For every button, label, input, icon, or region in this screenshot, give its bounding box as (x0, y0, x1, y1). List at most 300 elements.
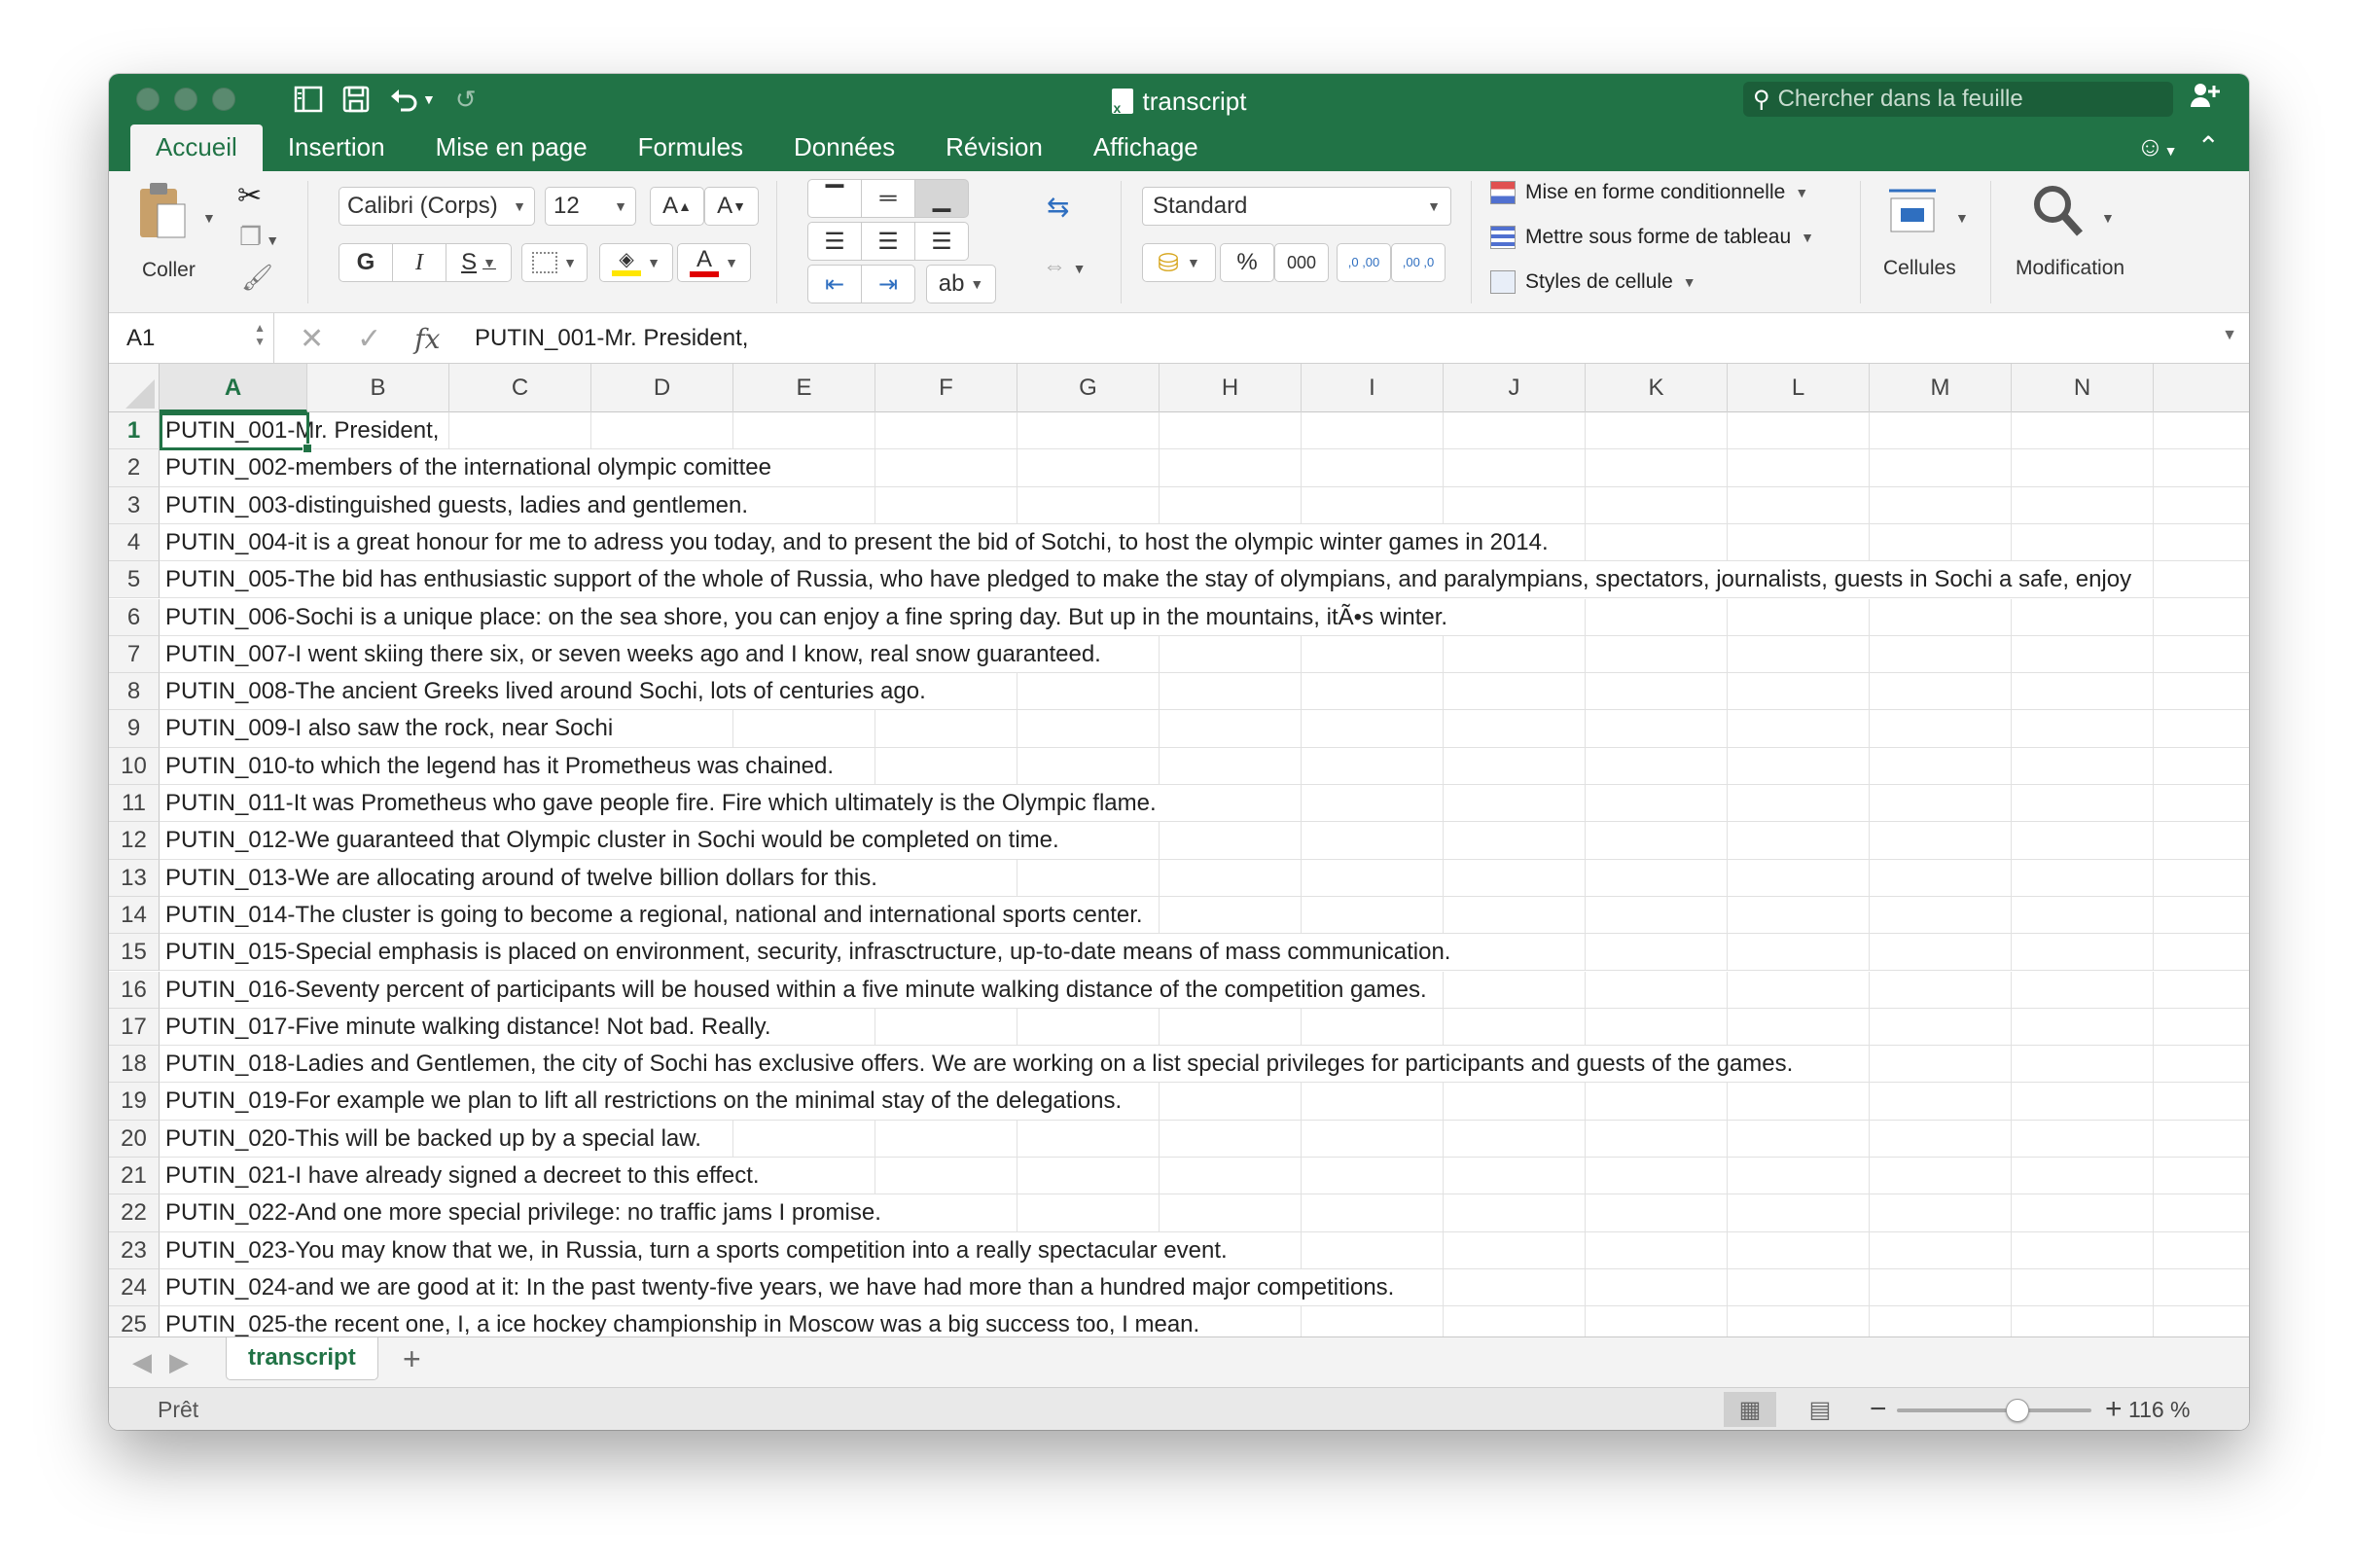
gridline (2011, 897, 2012, 933)
cell-a-text[interactable]: PUTIN_023-You may know that we, in Russia, turn a sports competition into a really spectacular event. (165, 1232, 1233, 1268)
gridline (1727, 487, 1728, 523)
cell-a-text[interactable]: PUTIN_003-distinguished guests, ladies and gentlemen. (165, 487, 754, 523)
table-row (109, 934, 2249, 971)
gridline (1159, 897, 1160, 933)
gridline (1443, 972, 1444, 1008)
fill-bucket-icon: ◈ (612, 249, 641, 276)
decrease-font-button[interactable]: A ▼ (704, 187, 759, 226)
borders-button[interactable]: ▼ (521, 243, 588, 282)
name-box-value: A1 (126, 325, 156, 351)
gridline (2153, 1121, 2154, 1157)
merge-cells-icon[interactable]: ⇔ ▼ (1043, 253, 1087, 279)
expand-formula-icon[interactable]: ▼ (2222, 327, 2237, 343)
gridline (1585, 710, 1586, 746)
cell-a-text[interactable]: PUTIN_001-Mr. President, (165, 412, 445, 448)
table-row (109, 1306, 2249, 1336)
row-cells[interactable] (160, 1194, 2249, 1231)
separator (1471, 181, 1472, 303)
close-window-button[interactable] (136, 88, 160, 111)
row-cells[interactable] (160, 1121, 2249, 1158)
cell-a-text[interactable]: PUTIN_013-We are allocating around of twelve billion dollars for this. (165, 860, 883, 896)
cell-a-text[interactable]: PUTIN_024-and we are good at it: In the past twenty-five years, we have had more than a hundred major competitions. (165, 1269, 1400, 1305)
row-cells[interactable] (160, 449, 2249, 486)
name-box-stepper-icon[interactable]: ▲ ▼ (254, 321, 266, 348)
row-cells[interactable] (160, 748, 2249, 785)
gridline (1585, 785, 1586, 821)
zoom-window-button[interactable] (212, 88, 235, 111)
row-header[interactable]: 17 (109, 1009, 160, 1046)
gridline (1443, 860, 1444, 896)
excel-file-icon (1112, 89, 1133, 114)
format-painter-icon[interactable]: 🖌 (241, 263, 274, 292)
gridline (1869, 1083, 1870, 1119)
gridline (2153, 1046, 2154, 1082)
cell-a-text[interactable]: PUTIN_007-I went skiing there six, or seven weeks ago and I know, real snow guaranteed. (165, 636, 1107, 672)
row-header[interactable]: 2 (109, 449, 160, 486)
column-header-k[interactable]: K (1586, 364, 1728, 412)
row-header[interactable]: 10 (109, 748, 160, 785)
paste-dropdown-icon[interactable]: ▼ (202, 210, 216, 226)
gridline (2011, 412, 2012, 448)
increase-decimal-label: ,0 ,00 (1347, 255, 1380, 269)
gridline (1869, 748, 1870, 784)
gridline (1443, 1194, 1444, 1230)
gridline (1727, 1232, 1728, 1268)
gridline (2153, 449, 2154, 485)
gridline (1869, 934, 1870, 970)
increase-decimal-button[interactable] (1337, 243, 1391, 282)
gridline (1301, 1158, 1302, 1194)
gridline (1869, 599, 1870, 635)
cell-a-text[interactable]: PUTIN_012-We guaranteed that Olympic cluster in Sochi would be completed on time. (165, 822, 1065, 858)
gridline (1585, 599, 1586, 635)
cell-a-text[interactable]: PUTIN_009-I also saw the rock, near Sochi (165, 710, 619, 746)
copy-icon[interactable]: ❐ ▼ (239, 222, 280, 251)
row-cells[interactable] (160, 1269, 2249, 1306)
document-name: transcript (1142, 87, 1247, 116)
gridline (1301, 860, 1302, 896)
table-row (109, 487, 2249, 524)
gridline (2011, 599, 2012, 635)
row-header[interactable]: 20 (109, 1121, 160, 1158)
cell-a-text[interactable]: PUTIN_016-Seventy percent of participants will be housed within a five minute walking distance of the competition games. (165, 972, 1433, 1008)
row-cells[interactable] (160, 1158, 2249, 1194)
row-cells[interactable] (160, 673, 2249, 710)
gridline (1727, 1121, 1728, 1157)
gridline (1443, 673, 1444, 709)
gridline (1869, 487, 1870, 523)
save-icon[interactable] (342, 86, 370, 113)
gridline (1869, 897, 1870, 933)
gridline (1443, 822, 1444, 858)
gridline (2011, 710, 2012, 746)
zoom-slider[interactable] (1897, 1408, 2091, 1412)
column-header-j[interactable]: J (1444, 364, 1586, 412)
table-row (109, 897, 2249, 934)
row-header[interactable]: 16 (109, 972, 160, 1009)
align-bottom-button[interactable]: ▁ (914, 179, 969, 218)
gridline (1301, 412, 1302, 448)
tab-affichage[interactable]: Affichage (1092, 132, 1198, 161)
normal-view-icon[interactable]: ▦ (1724, 1392, 1776, 1427)
gridline (2153, 822, 2154, 858)
tab-mise-en-page[interactable]: Mise en page (435, 132, 588, 161)
format-as-table-button[interactable]: Mettre sous forme de tableau ▼ (1490, 226, 1814, 249)
row-header[interactable]: 1 (109, 412, 160, 449)
gridline (1585, 1009, 1586, 1045)
cell-styles-label: Styles de cellule (1525, 270, 1673, 293)
previous-sheet-icon[interactable]: ◀ (132, 1347, 152, 1376)
next-sheet-icon[interactable]: ▶ (169, 1347, 189, 1376)
row-header[interactable]: 22 (109, 1194, 160, 1231)
confirm-icon[interactable]: ✓ (357, 322, 382, 355)
row-header[interactable]: 24 (109, 1269, 160, 1306)
search-editing-icon[interactable] (2031, 183, 2089, 242)
row-cells[interactable] (160, 487, 2249, 524)
row-cells[interactable] (160, 1232, 2249, 1269)
formula-icons (300, 313, 440, 364)
column-header-l[interactable]: L (1728, 364, 1870, 412)
cells-dropdown-icon[interactable]: ▼ (1955, 210, 1969, 226)
gridline (1443, 897, 1444, 933)
gridline (2011, 934, 2012, 970)
row-header[interactable]: 3 (109, 487, 160, 524)
gridline (1301, 449, 1302, 485)
tab-revision[interactable]: Révision (946, 132, 1043, 161)
gridline (2153, 934, 2154, 970)
thousands-button[interactable]: 000 (1274, 243, 1329, 282)
chevron-down-icon: ▼ (614, 198, 627, 214)
gridline (2153, 561, 2154, 597)
gridline (1159, 1194, 1160, 1230)
gridline (1301, 1083, 1302, 1119)
row-header[interactable]: 8 (109, 673, 160, 710)
insert-function-icon[interactable]: fx (414, 322, 441, 355)
gridline (2011, 1158, 2012, 1194)
zoom-value[interactable]: 116 % (2128, 1397, 2191, 1422)
row-cells[interactable] (160, 860, 2249, 897)
row-cells[interactable] (160, 599, 2249, 636)
row-header[interactable]: 11 (109, 785, 160, 822)
cell-a-text[interactable]: PUTIN_022-And one more special privilege: no traffic jams I promise. (165, 1194, 887, 1230)
undo-dropdown-icon[interactable]: ▼ (422, 91, 436, 107)
gridline (1869, 524, 1870, 560)
row-header[interactable]: 14 (109, 897, 160, 934)
gridline (1585, 487, 1586, 523)
gridline (1585, 1194, 1586, 1230)
redo-icon[interactable]: ↺ (454, 84, 477, 114)
align-center-button[interactable]: ☰ (861, 222, 915, 261)
column-header-h[interactable]: H (1160, 364, 1302, 412)
search-placeholder: Chercher dans la feuille (1777, 86, 2023, 112)
zoom-slider-knob[interactable] (2006, 1399, 2029, 1422)
chevron-down-icon: ▼ (1427, 198, 1441, 214)
minimize-window-button[interactable] (174, 88, 197, 111)
row-header[interactable]: 25 (109, 1306, 160, 1336)
increase-indent-button[interactable]: ⇥ (861, 265, 915, 303)
row-header[interactable]: 18 (109, 1046, 160, 1083)
align-top-button[interactable]: ▔ (807, 179, 862, 218)
column-header-n[interactable]: N (2012, 364, 2154, 412)
row-header[interactable]: 7 (109, 636, 160, 673)
underline-button[interactable]: S ▼ (446, 243, 512, 282)
paste-button[interactable] (136, 181, 187, 246)
bold-button[interactable]: G (339, 243, 393, 282)
font-color-icon: A (690, 248, 719, 277)
gridline (1585, 860, 1586, 896)
row-header[interactable]: 6 (109, 599, 160, 636)
cancel-icon[interactable]: ✕ (300, 322, 325, 355)
cell-a-text[interactable]: PUTIN_019-For example we plan to lift all restrictions on the minimal stay of the delegations. (165, 1083, 1127, 1119)
quick-access-toolbar (294, 82, 477, 117)
excel-window (109, 74, 2249, 1430)
gridline (2153, 1158, 2154, 1194)
gridline (1727, 673, 1728, 709)
row-cells[interactable] (160, 822, 2249, 859)
gridline (2153, 1306, 2154, 1336)
tab-insertion[interactable]: Insertion (287, 132, 385, 161)
separator (307, 181, 308, 303)
italic-button[interactable]: I (392, 243, 446, 282)
ribbon (109, 171, 2249, 313)
cut-icon[interactable]: ✂ (237, 180, 263, 212)
gridline (1585, 636, 1586, 672)
row-header[interactable]: 12 (109, 822, 160, 859)
row-cells[interactable] (160, 524, 2249, 561)
gridline (2011, 1046, 2012, 1082)
sidebar-icon[interactable] (294, 86, 323, 113)
table-icon (1490, 226, 1516, 249)
row-header[interactable]: 9 (109, 710, 160, 747)
row-cells[interactable] (160, 412, 2249, 449)
title-right-icons (2136, 130, 2220, 162)
gridline (1443, 1269, 1444, 1305)
cell-a-text[interactable]: PUTIN_010-to which the legend has it Prometheus was chained. (165, 748, 839, 784)
gridline (1585, 412, 1586, 448)
cell-a-text[interactable]: PUTIN_017-Five minute walking distance! Not bad. Really. (165, 1009, 777, 1045)
row-cells[interactable] (160, 972, 2249, 1009)
row-cells[interactable] (160, 1046, 2249, 1083)
gridline (1159, 673, 1160, 709)
cell-a-text[interactable]: PUTIN_018-Ladies and Gentlemen, the city of Sochi has exclusive offers. We are working on a list special privileges for participants and guests of the games. (165, 1046, 1799, 1082)
cell-a-text[interactable]: PUTIN_005-The bid has enthusiastic support of the whole of Russia, who have pledged to make the stay of olympians, and paralympians, spectators, journalists, guests in Sochi a safe, enjoy (165, 561, 2137, 597)
gridline (1727, 1194, 1728, 1230)
number-format-select[interactable] (1142, 187, 1451, 226)
undo-icon[interactable] (389, 87, 436, 112)
name-box[interactable] (109, 313, 274, 364)
gridline (2153, 1269, 2154, 1305)
tab-donnees[interactable]: Données (794, 132, 896, 161)
gridline (1301, 822, 1302, 858)
gridline (1585, 449, 1586, 485)
row-cells[interactable] (160, 934, 2249, 971)
collapse-ribbon-icon[interactable]: ⌃ (2196, 131, 2220, 161)
sheet-tab-transcript[interactable]: transcript (226, 1337, 378, 1380)
conditional-format-button[interactable]: Mise en forme conditionnelle ▼ (1490, 181, 1808, 204)
gridline (1585, 673, 1586, 709)
column-header-d[interactable]: D (591, 364, 733, 412)
gridline (1301, 1232, 1302, 1268)
tab-accueil[interactable]: Accueil (130, 125, 263, 171)
row-cells[interactable] (160, 785, 2249, 822)
gridline (1159, 748, 1160, 784)
decrease-indent-button[interactable]: ⇤ (807, 265, 862, 303)
conditional-format-label: Mise en forme conditionnelle (1525, 181, 1786, 203)
font-name-select[interactable] (339, 187, 535, 226)
editing-dropdown-icon[interactable]: ▼ (2101, 210, 2115, 226)
column-header-m[interactable]: M (1870, 364, 2012, 412)
select-all-corner[interactable] (109, 364, 160, 412)
gridline (1869, 710, 1870, 746)
gridline (1443, 1083, 1444, 1119)
zoom-in-button[interactable]: + (2105, 1393, 2123, 1425)
font-color-button[interactable]: A ▼ (677, 243, 751, 282)
gridline (2153, 412, 2154, 448)
gridline (1159, 636, 1160, 672)
gridline (1159, 1009, 1160, 1045)
formula-input[interactable]: PUTIN_001-Mr. President, (475, 325, 749, 351)
gridline (1869, 1269, 1870, 1305)
column-header-g[interactable]: G (1017, 364, 1160, 412)
row-cells[interactable] (160, 1306, 2249, 1336)
row-header[interactable]: 4 (109, 524, 160, 561)
fill-color-button[interactable]: ◈ ▼ (599, 243, 673, 282)
gridline (1727, 822, 1728, 858)
cell-a-text[interactable]: PUTIN_004-it is a great honour for me to adress you today, and to present the bid of Sotchi, to host the olympic winter games in 2014. (165, 524, 1554, 560)
currency-button[interactable]: ⛁ ▼ (1142, 243, 1216, 282)
gridline (1585, 934, 1586, 970)
cell-styles-button[interactable]: Styles de cellule ▼ (1490, 270, 1696, 294)
cell-a-text[interactable]: PUTIN_006-Sochi is a unique place: on the sea shore, you can enjoy a fine spring day. But up in the mountains, itÃ•s winter. (165, 599, 1453, 635)
tab-formules[interactable]: Formules (637, 132, 744, 161)
zoom-out-button[interactable]: − (1870, 1393, 1887, 1425)
gridline (1443, 1009, 1444, 1045)
cell-a-text[interactable]: PUTIN_014-The cluster is going to become a regional, national and international sports center. (165, 897, 1149, 933)
gridline (1159, 822, 1160, 858)
row-header[interactable]: 21 (109, 1158, 160, 1194)
gridline (2011, 524, 2012, 560)
row-cells[interactable] (160, 710, 2249, 747)
table-row (109, 1269, 2249, 1306)
window-controls (136, 88, 235, 111)
cells-label: Cellules (1883, 257, 1956, 279)
gridline (1443, 487, 1444, 523)
gridline (1443, 1306, 1444, 1336)
gridline (1443, 710, 1444, 746)
add-sheet-button[interactable]: + (403, 1341, 421, 1376)
number-format-value: Standard (1153, 193, 1248, 219)
increase-font-button[interactable]: A ▲ (650, 187, 704, 226)
row-header[interactable]: 19 (109, 1083, 160, 1120)
separator (1860, 181, 1861, 303)
gridline (1869, 412, 1870, 448)
table-row (109, 785, 2249, 822)
cells-button[interactable] (1885, 185, 1944, 238)
gridline (2153, 897, 2154, 933)
font-size-select[interactable] (545, 187, 636, 226)
cell-a-text[interactable]: PUTIN_021-I have already signed a decreet to this effect. (165, 1158, 766, 1194)
gridline (1159, 1083, 1160, 1119)
cell-a-text[interactable]: PUTIN_002-members of the international olympic comittee (165, 449, 777, 485)
cell-a-text[interactable]: PUTIN_008-The ancient Greeks lived around Sochi, lots of centuries ago. (165, 673, 932, 709)
search-icon: ⚲ (1753, 86, 1770, 113)
column-header-i[interactable]: I (1302, 364, 1444, 412)
smiley-feedback-icon[interactable]: ☺▼ (2136, 130, 2178, 161)
align-left-button[interactable]: ☰ (807, 222, 862, 261)
row-cells[interactable] (160, 1083, 2249, 1120)
gridline (2011, 972, 2012, 1008)
column-header-f[interactable]: F (875, 364, 1017, 412)
column-header-e[interactable]: E (733, 364, 875, 412)
gridline (448, 412, 449, 448)
table-row (109, 710, 2249, 747)
gridline (1585, 1083, 1586, 1119)
gridline (1869, 636, 1870, 672)
wrap-text-icon[interactable]: ⇆ (1047, 192, 1070, 222)
row-header[interactable]: 15 (109, 934, 160, 971)
column-header-b[interactable]: B (307, 364, 449, 412)
gridline (1301, 487, 1302, 523)
gridline (1727, 972, 1728, 1008)
gridline (1869, 785, 1870, 821)
table-row (109, 1046, 2249, 1083)
sheet-search[interactable] (1743, 82, 2173, 117)
gridline (2153, 524, 2154, 560)
cell-a-text[interactable]: PUTIN_011-It was Prometheus who gave people fire. Fire which ultimately is the Olympic flame. (165, 785, 1162, 821)
gridline (1869, 1194, 1870, 1230)
gridline (2011, 636, 2012, 672)
cell-a-text[interactable]: PUTIN_015-Special emphasis is placed on environment, security, infrasctructure, up-to-date means of mass communication. (165, 934, 1456, 970)
row-header[interactable]: 5 (109, 561, 160, 598)
gridline (1301, 1009, 1302, 1045)
table-row (109, 860, 2249, 897)
gridline (2011, 860, 2012, 896)
gridline (1443, 412, 1444, 448)
table-row (109, 1232, 2249, 1269)
format-as-table-label: Mettre sous forme de tableau (1525, 226, 1792, 248)
gridline (1443, 785, 1444, 821)
gridline (1159, 1158, 1160, 1194)
row-cells[interactable] (160, 897, 2249, 934)
spreadsheet-grid[interactable] (109, 364, 2249, 1336)
row-header[interactable]: 13 (109, 860, 160, 897)
table-row (109, 1194, 2249, 1231)
align-middle-button[interactable]: ═ (861, 179, 915, 218)
orientation-button[interactable]: ab ▼ (926, 265, 996, 303)
gridline (1301, 1194, 1302, 1230)
row-cells[interactable] (160, 561, 2249, 598)
row-cells[interactable] (160, 636, 2249, 673)
page-layout-view-icon[interactable]: ▤ (1808, 1396, 1832, 1423)
gridline (2011, 785, 2012, 821)
row-header[interactable]: 23 (109, 1232, 160, 1269)
align-right-button[interactable]: ☰ (914, 222, 969, 261)
gridline (1727, 710, 1728, 746)
percent-button[interactable]: % (1220, 243, 1274, 282)
column-header-a[interactable]: A (160, 364, 307, 412)
cell-a-text[interactable]: PUTIN_025-the recent one, I, a ice hockey championship in Moscow was a big success too, I mean. (165, 1306, 1205, 1336)
decrease-decimal-button[interactable] (1391, 243, 1446, 282)
table-row (109, 1121, 2249, 1158)
gridline (2153, 1009, 2154, 1045)
cell-a-text[interactable]: PUTIN_020-This will be backed up by a special law. (165, 1121, 707, 1157)
column-header-c[interactable]: C (449, 364, 591, 412)
share-user-icon[interactable] (2191, 82, 2220, 114)
gridline (1585, 1269, 1586, 1305)
row-cells[interactable] (160, 1009, 2249, 1046)
table-row (109, 449, 2249, 486)
gridline (1727, 1158, 1728, 1194)
